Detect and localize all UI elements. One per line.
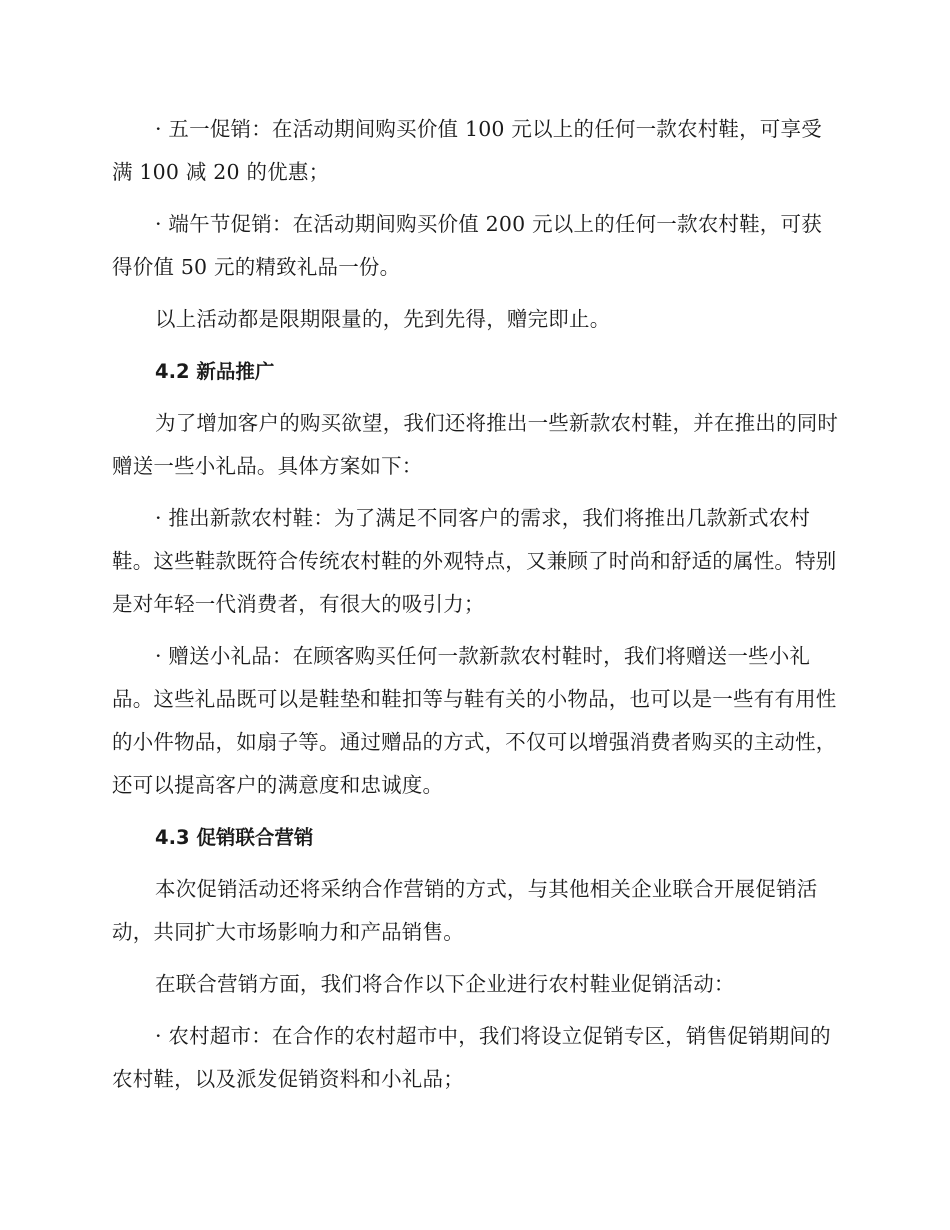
joint-marketing-partners: 在联合营销方面，我们将合作以下企业进行农村鞋业促销活动： (155, 972, 735, 996)
document-body (112, 108, 840, 1110)
bullet-rural-supermarket: · 农村超市：在合作的农村超市中，我们将设立促销专区，销售促销期间的农村鞋，以及派发促销资料和小礼品； (112, 1024, 831, 1091)
new-product-intro: 为了增加客户的购买欲望，我们还将推出一些新款农村鞋，并在推出的同时赠送一些小礼品。具体方案如下： (112, 411, 839, 478)
joint-marketing-intro: 本次促销活动还将采纳合作营销的方式，与其他相关企业联合开展促销活动，共同扩大市场影响力和产品销售。 (112, 877, 818, 944)
bullet-gifts: · 赠送小礼品：在顾客购买任何一款新款农村鞋时，我们将赠送一些小礼品。这些礼品既可以是鞋垫和鞋扣等与鞋有关的小物品，也可以是一些有有用性的小件物品，如扇子等。通过赠品的方式，不仅可以增强消费者购买的主动性，还可以提高客户的满意度和忠诚度。 (112, 644, 837, 797)
limited-offer-note: 以上活动都是限期限量的，先到先得，赠完即止。 (155, 307, 611, 331)
bullet-dragon-boat-promotion: · 端午节促销：在活动期间购买价值 200 元以上的任何一款农村鞋，可获得价值 50 元的精致礼品一份。 (112, 212, 822, 279)
section-heading-4-3: 4.3 促销联合营销 (155, 826, 314, 849)
bullet-may-day-promotion: · 五一促销：在活动期间购买价值 100 元以上的任何一款农村鞋，可享受满 100 减 20 的优惠； (112, 117, 822, 184)
bullet-new-shoes: · 推出新款农村鞋：为了满足不同客户的需求，我们将推出几款新式农村鞋。这些鞋款既符合传统农村鞋的外观特点，又兼顾了时尚和舒适的属性。特别是对年轻一代消费者，有很大的吸引力； (112, 506, 837, 616)
section-heading-4-2: 4.2 新品推广 (155, 360, 275, 383)
